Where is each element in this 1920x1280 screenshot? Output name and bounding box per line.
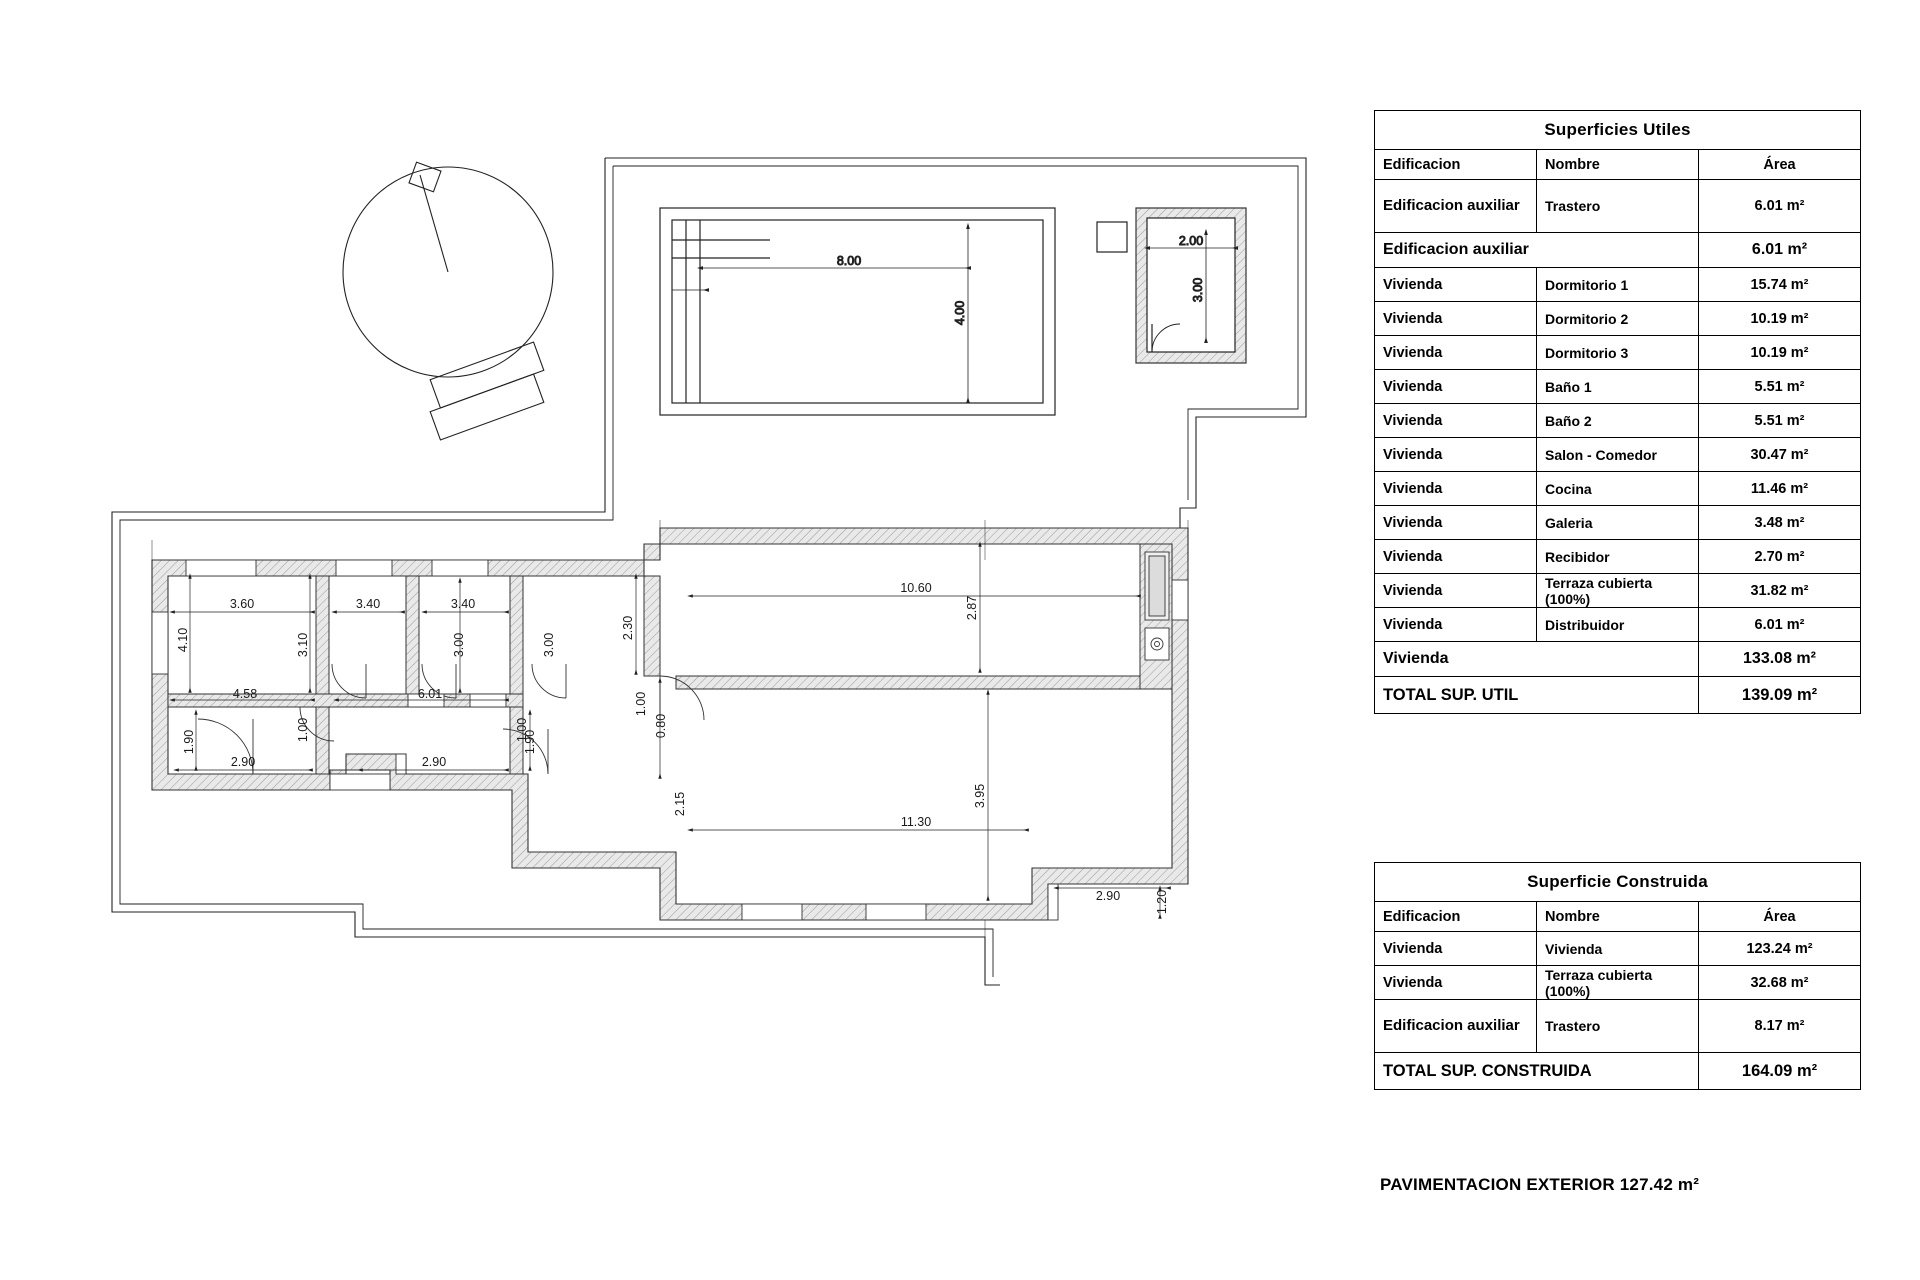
- swimming-pool: [660, 208, 1055, 415]
- cell-subtotal-label: Vivienda: [1375, 642, 1699, 677]
- table-row: [1375, 506, 1861, 540]
- table-row: [1375, 932, 1861, 966]
- header-nombre: Nombre: [1537, 150, 1699, 180]
- table-title-row: [1375, 111, 1861, 150]
- dim-bed1-inner-height: 3.10: [296, 632, 310, 658]
- cell-area: 10.19 m²: [1699, 302, 1861, 336]
- cell-area: 6.01 m²: [1699, 608, 1861, 642]
- cell-subtotal-area: 6.01 m²: [1699, 233, 1861, 268]
- cell-edificacion: Vivienda: [1375, 302, 1537, 336]
- cell-edificacion: Vivienda: [1375, 370, 1537, 404]
- table-row: [1375, 608, 1861, 642]
- total-value: 164.09 m²: [1699, 1053, 1861, 1090]
- dim-bed2-width: 3.40: [355, 597, 381, 611]
- table-title: Superficies Utiles: [1544, 120, 1691, 139]
- cell-area: 6.01 m²: [1699, 180, 1861, 233]
- header-edificacion: Edificacion: [1375, 150, 1537, 180]
- superficie-construida-table: [1374, 862, 1861, 1090]
- cell-area: 3.48 m²: [1699, 506, 1861, 540]
- dim-pool-height: 4.00: [953, 300, 967, 326]
- dim-shed-width: 2.00: [1178, 234, 1204, 248]
- dim-bath1-height: 1.90: [182, 729, 196, 755]
- cell-subtotal-area: 133.08 m²: [1699, 642, 1861, 677]
- dim-bed3-width: 3.40: [450, 597, 476, 611]
- dim-bath2-height: 1.90: [523, 729, 537, 755]
- cell-nombre: Dormitorio 3: [1537, 336, 1699, 370]
- cell-edificacion: Vivienda: [1375, 932, 1537, 966]
- table-row: [1375, 1000, 1861, 1053]
- pool-dimension-lines: [672, 226, 968, 400]
- dim-bed3-height: 3.00: [542, 632, 556, 658]
- dim-recibidor-height: 2.30: [621, 615, 635, 641]
- table-row: [1375, 302, 1861, 336]
- dim-terrace-width: 11.30: [900, 815, 932, 829]
- dim-bath1-width: 2.90: [230, 755, 256, 769]
- total-label: TOTAL SUP. UTIL: [1383, 685, 1519, 704]
- table-row: [1375, 370, 1861, 404]
- table-total-row: [1375, 677, 1861, 714]
- interior-partitions: [168, 544, 1172, 774]
- cell-edificacion: Vivienda: [1375, 404, 1537, 438]
- total-label: TOTAL SUP. CONSTRUIDA: [1383, 1061, 1592, 1080]
- cell-nombre: Dormitorio 2: [1537, 302, 1699, 336]
- cell-edificacion: Vivienda: [1375, 540, 1537, 574]
- cell-nombre: Recibidor: [1537, 540, 1699, 574]
- header-edificacion: Edificacion: [1375, 902, 1537, 932]
- table-row: [1375, 574, 1861, 608]
- cell-edificacion: Vivienda: [1375, 608, 1537, 642]
- dim-bed1-width: 3.60: [229, 597, 255, 611]
- table-row: [1375, 180, 1861, 233]
- header-nombre: Nombre: [1537, 902, 1699, 932]
- dim-bath2-width: 2.90: [421, 755, 447, 769]
- table-title-row: [1375, 863, 1861, 902]
- dim-bed1-height: 4.10: [176, 627, 190, 653]
- table-subtotal-row: [1375, 233, 1861, 268]
- kitchen-fixtures: [1145, 552, 1169, 660]
- total-value: 139.09 m²: [1699, 677, 1861, 714]
- cell-area: 5.51 m²: [1699, 370, 1861, 404]
- dim-bed2-height: 3.00: [452, 632, 466, 658]
- cell-nombre: Terraza cubierta (100%): [1537, 574, 1699, 608]
- cell-nombre: Vivienda: [1537, 932, 1699, 966]
- superficies-utiles-table: [1374, 110, 1861, 714]
- cell-edificacion: Edificacion auxiliar: [1375, 180, 1537, 233]
- cell-nombre: Trastero: [1537, 180, 1699, 233]
- cell-subtotal-label: Edificacion auxiliar: [1375, 233, 1699, 268]
- cell-area: 8.17 m²: [1699, 1000, 1861, 1053]
- cell-nombre: Dormitorio 1: [1537, 268, 1699, 302]
- cell-nombre: Distribuidor: [1537, 608, 1699, 642]
- table-row: [1375, 540, 1861, 574]
- dim-corridor-width: 4.58: [232, 687, 258, 701]
- dim-salon-height: 3.95: [973, 783, 987, 809]
- dim-corridor-gap-2: 1.00: [515, 717, 529, 743]
- table-header-row: [1375, 150, 1861, 180]
- dim-door-gap: 1.00: [634, 691, 648, 717]
- dim-door-width: 0.80: [654, 713, 668, 739]
- cell-edificacion: Vivienda: [1375, 574, 1537, 608]
- table-row: [1375, 438, 1861, 472]
- cell-area: 123.24 m²: [1699, 932, 1861, 966]
- table-row: [1375, 336, 1861, 370]
- door-swings: [198, 664, 704, 774]
- cell-area: 32.68 m²: [1699, 966, 1861, 1000]
- cell-edificacion: Vivienda: [1375, 506, 1537, 540]
- tree-symbol: [343, 162, 553, 440]
- cell-edificacion: Vivienda: [1375, 438, 1537, 472]
- cell-edificacion: Edificacion auxiliar: [1375, 1000, 1537, 1053]
- cell-area: 5.51 m²: [1699, 404, 1861, 438]
- dim-corridor-gap-1: 1.00: [296, 717, 310, 743]
- cell-edificacion: Vivienda: [1375, 268, 1537, 302]
- cell-nombre: Salon - Comedor: [1537, 438, 1699, 472]
- dim-salon-right-height: 2.87: [965, 595, 979, 621]
- cell-area: 11.46 m²: [1699, 472, 1861, 506]
- cell-nombre: Cocina: [1537, 472, 1699, 506]
- cell-area: 2.70 m²: [1699, 540, 1861, 574]
- cell-area: 31.82 m²: [1699, 574, 1861, 608]
- cell-area: 10.19 m²: [1699, 336, 1861, 370]
- table-title: Superficie Construida: [1527, 872, 1708, 891]
- cell-nombre: Terraza cubierta (100%): [1537, 966, 1699, 1000]
- dim-terrace-small-height: 1.20: [1155, 889, 1169, 915]
- cell-edificacion: Vivienda: [1375, 336, 1537, 370]
- dim-hall-width: 6.01: [417, 687, 443, 701]
- dim-terrace-small-width: 2.90: [1095, 889, 1121, 903]
- dim-shed-height: 3.00: [1191, 277, 1205, 303]
- header-area: Área: [1699, 902, 1861, 932]
- table-row: [1375, 268, 1861, 302]
- table-row: [1375, 472, 1861, 506]
- cell-nombre: Baño 2: [1537, 404, 1699, 438]
- table-row: [1375, 404, 1861, 438]
- cell-area: 30.47 m²: [1699, 438, 1861, 472]
- table-subtotal-row: [1375, 642, 1861, 677]
- cell-nombre: Galeria: [1537, 506, 1699, 540]
- table-header-row: [1375, 902, 1861, 932]
- cell-area: 15.74 m²: [1699, 268, 1861, 302]
- pavimentacion-exterior-label: PAVIMENTACION EXTERIOR 127.42 m²: [1380, 1175, 1700, 1194]
- cell-edificacion: Vivienda: [1375, 966, 1537, 1000]
- dim-salon-width: 10.60: [900, 581, 932, 595]
- header-area: Área: [1699, 150, 1861, 180]
- cell-nombre: Baño 1: [1537, 370, 1699, 404]
- dim-pool-width: 8.00: [836, 254, 862, 268]
- table-row: [1375, 966, 1861, 1000]
- table-total-row: [1375, 1053, 1861, 1090]
- dim-recibidor-depth: 2.15: [673, 791, 687, 817]
- cell-edificacion: Vivienda: [1375, 472, 1537, 506]
- shed-trastero: [1097, 208, 1246, 363]
- cell-nombre: Trastero: [1537, 1000, 1699, 1053]
